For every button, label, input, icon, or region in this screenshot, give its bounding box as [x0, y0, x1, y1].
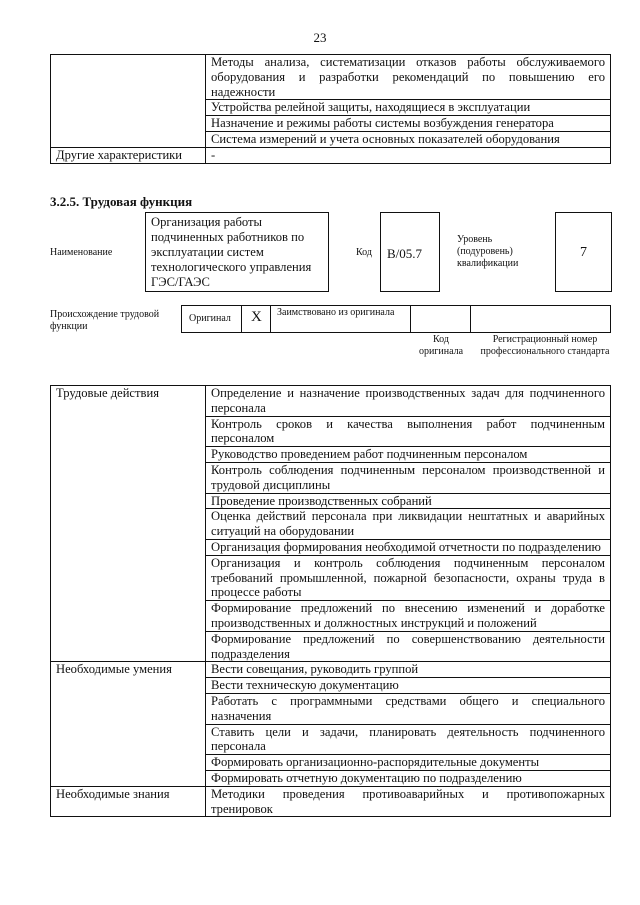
reg-caption: Регистрационный номер профессионального стандарта — [480, 334, 610, 357]
level-value-box — [555, 212, 612, 292]
code-label: Код — [356, 247, 372, 258]
table-cell: - — [206, 147, 611, 163]
group-label: Необходимые умения — [51, 662, 206, 786]
table-row — [51, 55, 611, 100]
table-row — [51, 786, 611, 817]
table-cell: Проведение производственных собраний — [206, 493, 611, 509]
table-cell: Система измерений и учета основных показателей оборудования — [206, 131, 611, 147]
table-cell: Организация и контроль соблюдения подчиненным персоналом требований промышленной, пожарной безопасности, охраны труда в процессе работы — [206, 555, 611, 600]
table-cell: Оценка действий персонала при ликвидации нештатных и аварийных ситуаций на оборудовании — [206, 509, 611, 540]
table-cell: Контроль соблюдения подчиненным персоналом производственной и трудовой дисциплины — [206, 462, 611, 493]
table-row — [51, 386, 611, 417]
group-label: Трудовые действия — [51, 386, 206, 662]
code-value: B/05.7 — [387, 246, 423, 261]
table-cell-label — [51, 55, 206, 148]
divider — [470, 305, 471, 332]
level-label: Уровень (подуровень) квалификации — [457, 234, 519, 269]
table-cell: Руководство проведением работ подчиненным персоналом — [206, 447, 611, 463]
group-label: Необходимые знания — [51, 786, 206, 817]
table-cell-label: Другие характеристики — [51, 147, 206, 163]
borrowed-label: Заимствовано из оригинала — [277, 307, 395, 318]
table-cell: Формировать организационно-распорядительные документы — [206, 755, 611, 771]
table-cell: Формирование предложений по совершенствованию деятельности подразделения — [206, 631, 611, 662]
table-cell: Ставить цели и задачи, планировать деятельность подчиненного персонала — [206, 724, 611, 755]
name-value-box — [145, 212, 329, 292]
table-cell: Формировать отчетную документацию по подразделению — [206, 770, 611, 786]
code-caption: Код оригинала — [418, 334, 464, 357]
level-value: 7 — [580, 245, 587, 260]
labor-function-table — [50, 385, 611, 817]
divider — [270, 305, 271, 332]
table-cell: Определение и назначение производственных задач для подчиненного персонала — [206, 386, 611, 417]
table-cell: Работать с программными средствами общего и специального назначения — [206, 693, 611, 724]
original-mark: X — [251, 309, 262, 325]
name-value: Организация работы подчиненных работников по эксплуатации систем технологического управления ГЭС/ГАЭС — [151, 215, 312, 289]
characteristics-table — [50, 54, 611, 164]
table-cell: Формирование предложений по внесению изменений и доработке производственных и должностных инструкций и положений — [206, 601, 611, 632]
divider — [241, 305, 242, 332]
table-row — [51, 147, 611, 163]
table-cell: Методы анализа, систематизации отказов работы обслуживаемого оборудования и разработки рекомендаций по повышению его надежности — [206, 55, 611, 100]
table-cell: Устройства релейной защиты, находящиеся в эксплуатации — [206, 100, 611, 116]
divider — [410, 305, 411, 332]
table-cell: Методики проведения противоаварийных и противопожарных тренировок — [206, 786, 611, 817]
table-cell: Вести техническую документацию — [206, 678, 611, 694]
table-cell: Вести совещания, руководить группой — [206, 662, 611, 678]
table-cell: Организация формирования необходимой отчетности по подразделению — [206, 539, 611, 555]
table-cell: Назначение и режимы работы системы возбуждения генератора — [206, 116, 611, 132]
code-value-box — [380, 212, 440, 292]
table-cell: Контроль сроков и качества выполнения работ подчиненным персоналом — [206, 416, 611, 447]
original-label: Оригинал — [189, 313, 231, 324]
origin-label: Происхождение трудовой функции — [50, 309, 160, 332]
section-heading: 3.2.5. Трудовая функция — [50, 194, 193, 209]
table-row — [51, 662, 611, 678]
page-number: 23 — [313, 30, 327, 45]
name-label: Наименование — [50, 247, 113, 258]
